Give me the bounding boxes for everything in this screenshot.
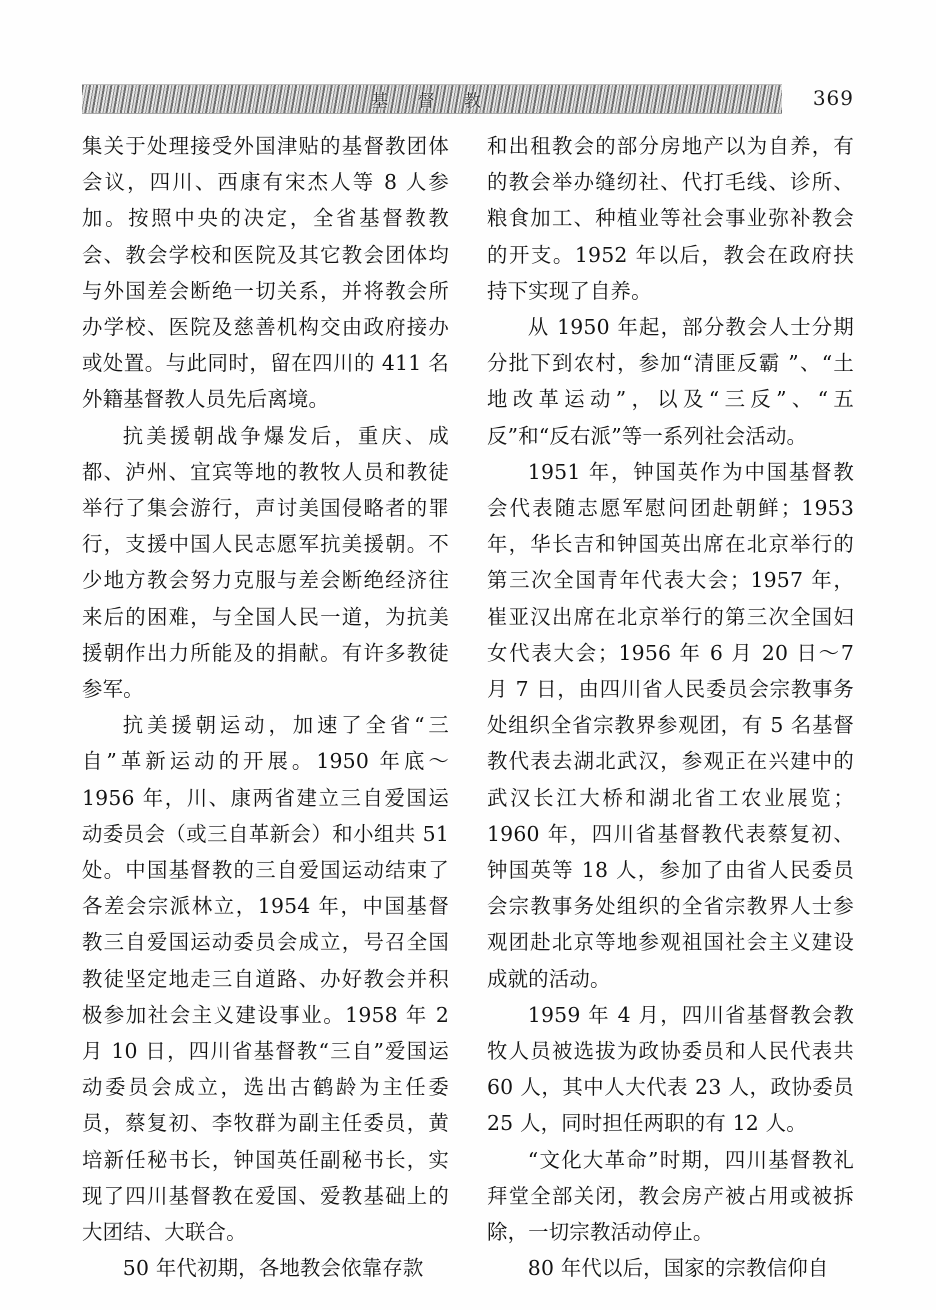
running-head: 基 督 教 xyxy=(371,91,493,112)
right-column xyxy=(487,128,854,1281)
header-hatch-band xyxy=(82,84,782,114)
paragraph: 50 年代初期，各地教会依靠存款 xyxy=(122,1256,424,1281)
paragraph: “文化大革命”时期，四川基督教礼拜堂全部关闭，教会房产被占用或被拆除，一切宗教活动停止。 xyxy=(487,1147,854,1245)
paragraph: 1951 年，钟国英作为中国基督教会代表随志愿军慰问团赴朝鲜；1953 年，华长吉和钟国英出席在北京举行的第三次全国青年代表大会；1957 年，崔亚汉出席在北京举行的第三次全国妇女代表大会；1956 年 6 月 20 日～7 月 7 日，由四川省人民委员会宗教事务处组织全省宗教界参观团，有 5 名基督教代表去湖北武汉，参观正在兴建中的武汉长江大桥和湖北省工农业展览；1960 年，四川省基督教代表蔡复初、钟国英等 18 人，参加了由省人民委员会宗教事务处组织的全省宗教界人士参观团赴北京等地参观祖国社会主义建设成就的活动。 xyxy=(487,459,854,991)
paragraph: 从 1950 年起，部分教会人士分期分批下到农村，参加“清匪反霸 ”、“土地改革运动”，以及“三反”、“五反”和“反右派”等一系列社会活动。 xyxy=(487,315,854,448)
paragraph: 抗美援朝战争爆发后，重庆、成都、泸州、宜宾等地的教牧人员和教徒举行了集会游行，声讨美国侵略者的罪行，支援中国人民志愿军抗美援朝。不少地方教会努力克服与差会断绝经济往来后的困难，与全国人民一道，为抗美援朝作出力所能及的捐献。有许多教徒参军。 xyxy=(82,423,449,702)
page-number: 369 xyxy=(812,86,854,110)
paragraph: 抗美援朝运动，加速了全省“三自”革新运动的开展。1950 年底～1956 年，川、康两省建立三自爱国运动委员会（或三自革新会）和小组共 51 处。中国基督教的三自爱国运动结束了各差会宗派林立，1954 年，中国基督教三自爱国运动委员会成立，号召全国教徒坚定地走三自道路、办好教会并积极参加社会主义建设事业。1958 年 2 月 10 日，四川省基督教“三自”爱国运动委员会成立，选出古鹤龄为主任委员，蔡复初、李牧群为副主任委员，黄培新任秘书长，钟国英任副秘书长，实现了四川基督教在爱国、爱教基础上的大团结、大联合。 xyxy=(82,713,449,1245)
page-header xyxy=(82,84,854,114)
paragraph: 80 年代以后，国家的宗教信仰自 xyxy=(527,1256,829,1281)
paragraph: 1959 年 4 月，四川省基督教会教牧人员被选拔为政协委员和人民代表共 60 人，其中人大代表 23 人，政协委员 25 人，同时担任两职的有 12 人。 xyxy=(487,1002,854,1136)
paragraph: 集关于处理接受外国津贴的基督教团体会议，四川、西康有宋杰人等 8 人参加。按照中央的决定，全省基督教教会、教会学校和医院及其它教会团体均与外国差会断绝一切关系，并将教会所办学校、医院及慈善机构交由政府接办或处置。与此同时，留在四川的 411 名外籍基督教人员先后离境。 xyxy=(82,134,449,412)
left-column xyxy=(82,128,449,1281)
body-columns xyxy=(82,128,854,1281)
paragraph: 和出租教会的部分房地产以为自养，有的教会举办缝纫社、代打毛线、诊所、粮食加工、种植业等社会事业弥补教会的开支。1952 年以后，教会在政府扶持下实现了自养。 xyxy=(487,134,854,303)
